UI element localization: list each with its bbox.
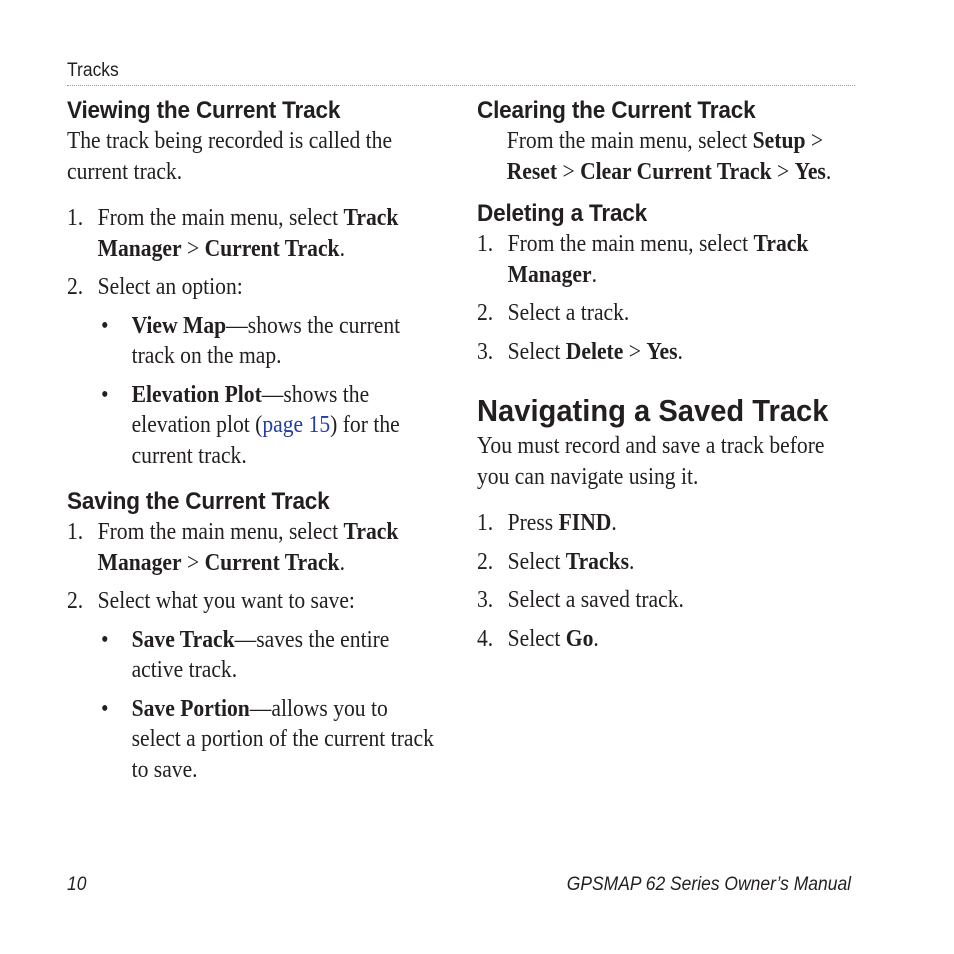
ui-term: Current Track [204,549,340,576]
step-text-part: . [339,235,345,262]
step-text [508,547,842,578]
step-text-part: . [591,261,597,288]
step-text [98,517,432,578]
left-column [67,96,442,785]
step-number: 1. [477,231,494,257]
ui-term: Track Manager [97,519,399,576]
ui-term: Save Track [131,626,235,653]
viewing-intro: The track being recorded is called the current track. [67,128,393,185]
ui-term: Yes [646,338,678,365]
ui-term: Track Manager [97,205,399,262]
ui-term: Reset [506,158,558,185]
text-part: > [557,158,581,185]
saving-option-save-portion [101,694,434,786]
ui-term: View Map [131,312,227,339]
viewing-option-view-map [101,311,434,372]
bullet-text-part: —allows you to select a portion of the current track to save. [131,695,434,783]
heading-saving-current-track: Saving the Current Track [67,488,330,515]
ui-term: FIND [558,510,612,536]
header-divider [67,85,855,86]
ui-term: Clear Current Track [580,158,772,185]
bullet-text-part: —saves the entire active track. [131,626,390,683]
step-number: 2. [477,548,494,575]
ui-term: Setup [752,128,806,154]
step-text-part: . [593,625,599,652]
bullet-marker: • [101,695,109,722]
text-part: > [771,158,795,185]
step-number: 2. [477,300,494,326]
step-text: Select what you want to save: [97,588,355,614]
bullet-marker: • [101,312,109,339]
ui-term: Tracks [565,548,629,575]
step-text-part: > [623,338,647,365]
bullet-text [132,625,434,686]
ui-term: Track Manager [507,231,809,288]
step-text-part: Press [507,510,559,536]
step-number: 4. [477,625,494,652]
ui-term: Elevation Plot [131,381,262,408]
bullet-text [132,694,434,786]
step-text-part: . [628,548,635,575]
bullet-text-part: —shows the elevation plot ( [131,381,370,438]
step-number: 1. [67,519,84,545]
step-text: Select a track. [507,300,630,326]
page-number: 10 [67,874,87,895]
step-number: 3. [477,338,494,365]
saving-option-save-track [101,625,434,686]
step-text-part: From the main menu, select [97,519,344,545]
navigating-step-4 [477,624,842,655]
step-number: 3. [477,587,494,613]
heading-clearing-current-track: Clearing the Current Track [477,97,756,124]
deleting-step-2 [477,298,842,329]
heading-navigating-saved-track: Navigating a Saved Track [477,393,829,428]
bullet-text [132,311,434,372]
right-column [477,96,852,654]
deleting-step-1 [477,229,842,290]
step-text-part: . [339,549,345,576]
step-text-part: > [181,235,205,262]
step-number: 1. [67,205,84,231]
bullet-marker: • [101,626,109,653]
step-number: 2. [67,588,84,614]
running-header: Tracks [67,60,119,81]
bullet-marker: • [101,381,109,408]
navigating-step-3 [477,585,842,616]
heading-deleting-track: Deleting a Track [477,200,648,227]
viewing-option-elevation-plot [101,380,434,472]
step-text-part: From the main menu, select [97,205,344,231]
step-text [508,508,842,539]
saving-step-1 [67,517,432,578]
viewing-step-2 [67,272,432,303]
bullet-text [132,380,434,472]
step-text-part: Select [507,548,566,575]
step-text [508,624,842,655]
ui-term: Delete [565,338,624,365]
ui-term: Yes [794,158,826,185]
deleting-step-3 [477,337,842,368]
navigating-step-1 [477,508,842,539]
navigating-step-2 [477,547,842,578]
step-text-part: > [181,549,205,576]
step-text-part: . [611,510,617,536]
page-link[interactable]: page 15 [262,412,331,438]
ui-term: Current Track [204,235,340,262]
saving-step-2 [67,586,432,617]
text-part: From the main menu, select [506,128,753,154]
step-text-part: . [677,338,683,365]
navigating-intro: You must record and save a track before you can navigate using it. [477,433,825,490]
bullet-text-part: ) for the current track. [131,412,400,469]
step-number: 1. [477,510,494,536]
ui-term: Save Portion [131,695,250,722]
clearing-instructions [477,126,840,187]
text-part: > [805,128,824,154]
step-text [508,337,842,368]
step-text [98,203,432,264]
heading-viewing-current-track: Viewing the Current Track [67,97,341,124]
viewing-step-1 [67,203,432,264]
step-text [508,229,842,290]
text-part: . [825,158,832,185]
step-text-part: From the main menu, select [507,231,754,257]
step-text-part: Select [507,625,566,652]
step-text-part: Select [507,338,566,365]
step-text: Select a saved track. [507,587,684,613]
step-text: Select an option: [97,274,243,300]
bullet-text-part: —shows the current track on the map. [131,312,401,369]
step-number: 2. [67,274,84,300]
ui-term: Go [565,625,594,652]
manual-title: GPSMAP 62 Series Owner’s Manual [566,874,851,895]
